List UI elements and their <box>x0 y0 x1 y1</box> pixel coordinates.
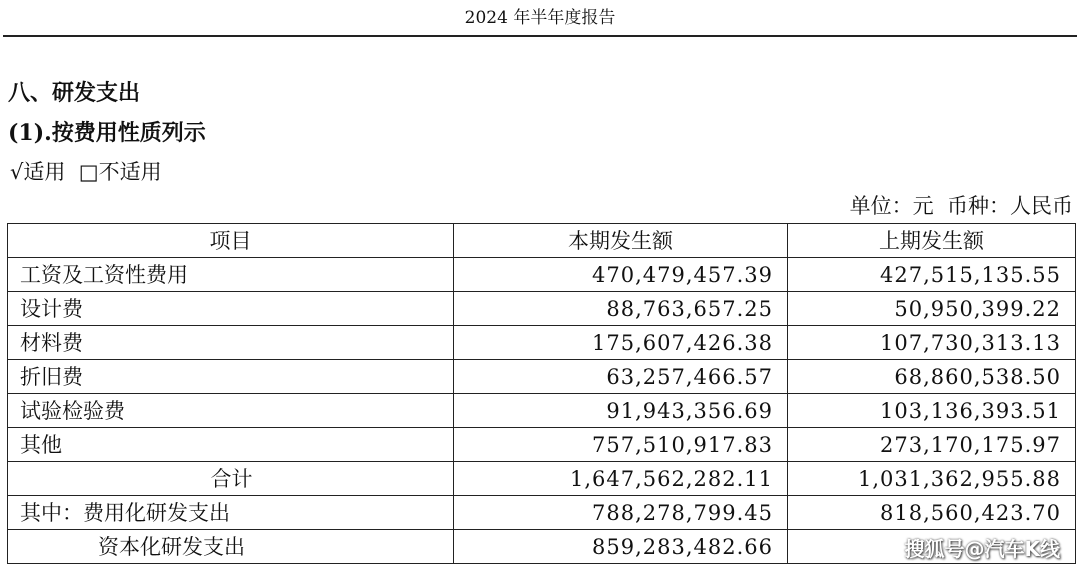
current-amount: 63,257,466.57 <box>454 360 788 394</box>
current-amount: 175,607,426.38 <box>454 326 788 360</box>
section-title: 八、研发支出 <box>8 80 141 106</box>
header-divider <box>3 35 1077 37</box>
applicability-line <box>10 156 162 188</box>
table-row <box>8 394 1076 428</box>
current-amount: 757,510,917.83 <box>454 428 788 462</box>
column-header-item: 项目 <box>8 224 454 258</box>
previous-amount: 103,136,393.51 <box>788 394 1076 428</box>
subsection-title: (1).按费用性质列示 <box>8 120 206 146</box>
current-amount: 1,647,562,282.11 <box>454 462 788 496</box>
row-label: 其中：费用化研发支出 <box>8 496 454 530</box>
row-label: 材料费 <box>8 326 454 360</box>
column-header-current-period: 本期发生额 <box>454 224 788 258</box>
empty-checkbox-icon: □ <box>78 160 99 184</box>
current-amount: 88,763,657.25 <box>454 292 788 326</box>
unit-currency-note: 单位：元 币种：人民币 <box>849 194 1073 218</box>
previous-amount: 427,515,135.55 <box>788 258 1076 292</box>
table-row <box>8 292 1076 326</box>
table-row <box>8 496 1076 530</box>
current-amount: 91,943,356.69 <box>454 394 788 428</box>
table-row <box>8 326 1076 360</box>
column-header-previous-period: 上期发生额 <box>788 224 1076 258</box>
previous-amount: 1,031,362,955.88 <box>788 462 1076 496</box>
report-header-title: 2024 年半年度报告 <box>464 8 616 28</box>
previous-amount: 68,860,538.50 <box>788 360 1076 394</box>
table-header-row <box>8 224 1076 258</box>
watermark: 搜狐号@汽车K线 <box>904 537 1060 561</box>
previous-amount: 818,560,423.70 <box>788 496 1076 530</box>
row-label: 工资及工资性费用 <box>8 258 454 292</box>
row-label-total: 合计 <box>8 462 454 496</box>
current-amount: 788,278,799.45 <box>454 496 788 530</box>
checkmark-icon: √ <box>10 160 24 184</box>
row-label: 资本化研发支出 <box>8 530 454 564</box>
table-row <box>8 360 1076 394</box>
table-row <box>8 258 1076 292</box>
current-amount: 470,479,457.39 <box>454 258 788 292</box>
rd-expense-table <box>7 223 1076 564</box>
row-label: 折旧费 <box>8 360 454 394</box>
previous-amount: 273,170,175.97 <box>788 428 1076 462</box>
table-row <box>8 428 1076 462</box>
row-label: 其他 <box>8 428 454 462</box>
previous-amount: 107,730,313.13 <box>788 326 1076 360</box>
table-row-total <box>8 462 1076 496</box>
row-label: 试验检验费 <box>8 394 454 428</box>
previous-amount: 50,950,399.22 <box>788 292 1076 326</box>
applicable-label: 适用 <box>23 160 66 184</box>
current-amount: 859,283,482.66 <box>454 530 788 564</box>
row-label: 设计费 <box>8 292 454 326</box>
not-applicable-label: 不适用 <box>98 160 162 184</box>
